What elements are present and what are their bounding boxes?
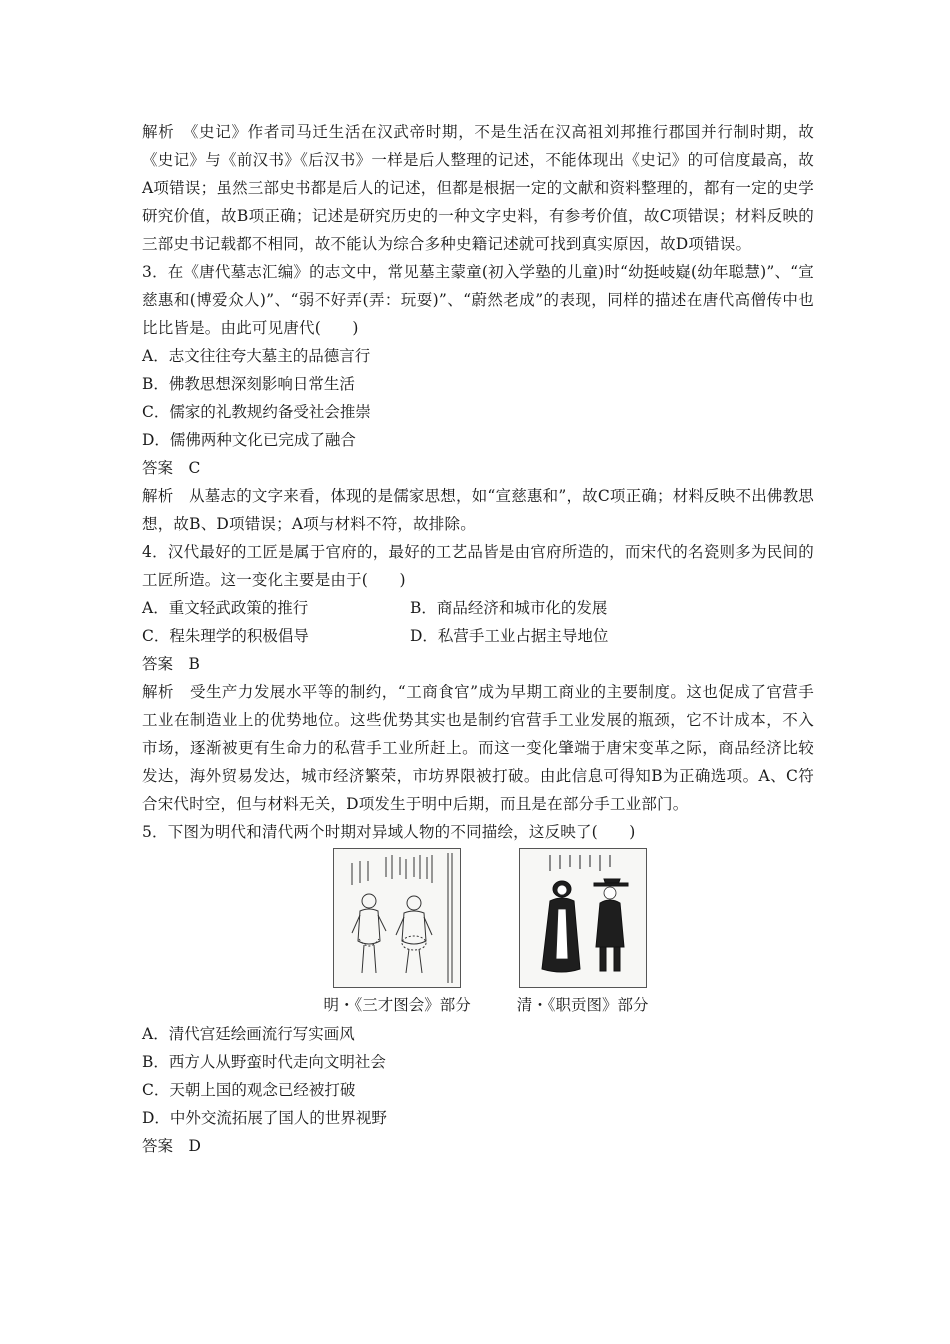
q2-analysis-text: 《史记》作者司马迁生活在汉武帝时期，不是生活在汉高祖刘邦推行郡国并行制时期，故《史记》与《前汉书》《后汉书》一样是后人整理的记述，不能体现出《史记》的可信度最高，故A项错误；虽然三部史书都是后人的记述，但都是根据一定的文献和资料整理的，都有一定的史学研究价值，故B项正确；记述是研究历史的一种文字史料，有参考价值，故C项错误；材料反映的三部史书记载都不相同，故不能认为综合多种史籍记述就可找到真实原因，故D项错误。 [142,123,815,253]
q3-option-d: D．儒佛两种文化已完成了融合 [142,431,356,449]
figure-ming [323,848,470,1020]
ming-figures-drawing [334,849,460,987]
q4-option-a: A．重文轻武政策的推行 [142,599,309,617]
q5-option-b: B．西方人从野蛮时代走向文明社会 [142,1053,386,1071]
document-body [142,118,814,1160]
q5-option-d: D．中外交流拓展了国人的世界视野 [142,1109,387,1127]
qing-figures-drawing [520,849,646,987]
q5-answer: 答案 D [142,1137,201,1155]
q3-analysis: 解析 从墓志的文字来看，体现的是儒家思想，如“宣慈惠和”，故C项正确；材料反映不出佛教思想，故B、D项错误；A项与材料不符，故排除。 [142,487,815,533]
q4-options-row-2 [142,622,814,650]
q5-figures [158,848,814,1020]
q3-option-c: C．儒家的礼教规约备受社会推崇 [142,403,371,421]
q4-option-d: D．私营手工业占据主导地位 [410,627,609,645]
q5-option-c: C．天朝上国的观念已经被打破 [142,1081,356,1099]
figure-qing [517,848,649,1020]
q3-option-a: A．志文往往夸大墓主的品德言行 [142,347,371,365]
q5-stem: 5．下图为明代和清代两个时期对异域人物的不同描绘，这反映了( ) [142,823,636,841]
q4-answer: 答案 B [142,655,200,673]
q4-stem: 4．汉代最好的工匠是属于官府的，最好的工艺品皆是由官府所造的，而宋代的名瓷则多为民间的工匠所造。这一变化主要是由于( ) [142,543,814,589]
figure-qing-caption: 清・《职贡图》部分 [516,996,649,1014]
q4-analysis: 解析 受生产力发展水平等的制约，“工商食官”成为早期工商业的主要制度。这也促成了官营手工业在制造业上的优势地位。这些优势其实也是制约官营手工业发展的瓶颈，它不计成本，不入市场，逐渐被更有生命力的私营手工业所赶上。而这一变化肇端于唐宋变革之际，商品经济比较发达，海外贸易发达，城市经济繁荣，市坊界限被打破。由此信息可得知B为正确选项。A、C符合宋代时空，但与材料无关，D项发生于明中后期，而且是在部分手工业部门。 [142,683,814,813]
q2-analysis [142,118,814,258]
q5-option-a: A．清代宫廷绘画流行写实画风 [142,1025,355,1043]
q4-option-b: B．商品经济和城市化的发展 [410,599,608,617]
q3-stem: 3．在《唐代墓志汇编》的志文中，常见墓主蒙童(初入学塾的儿童)时“幼挺岐嶷(幼年聪慧)”、“宣慈惠和(博爱众人)”、“弱不好弄(弄：玩耍)”、“蔚然老成”的表现，同样的描述在唐代高僧传中也比比皆是。由此可见唐代( ) [142,263,814,337]
q2-analysis-label: 解析 [142,123,175,141]
q3-answer: 答案 C [142,459,201,477]
q3-option-b: B．佛教思想深刻影响日常生活 [142,375,355,393]
q4-options-row-1 [142,594,814,622]
qing-illustration-image [519,848,647,988]
figure-ming-caption: 明・《三才图会》部分 [323,996,471,1014]
q4-option-c: C．程朱理学的积极倡导 [142,627,309,645]
ming-illustration-image [333,848,461,988]
